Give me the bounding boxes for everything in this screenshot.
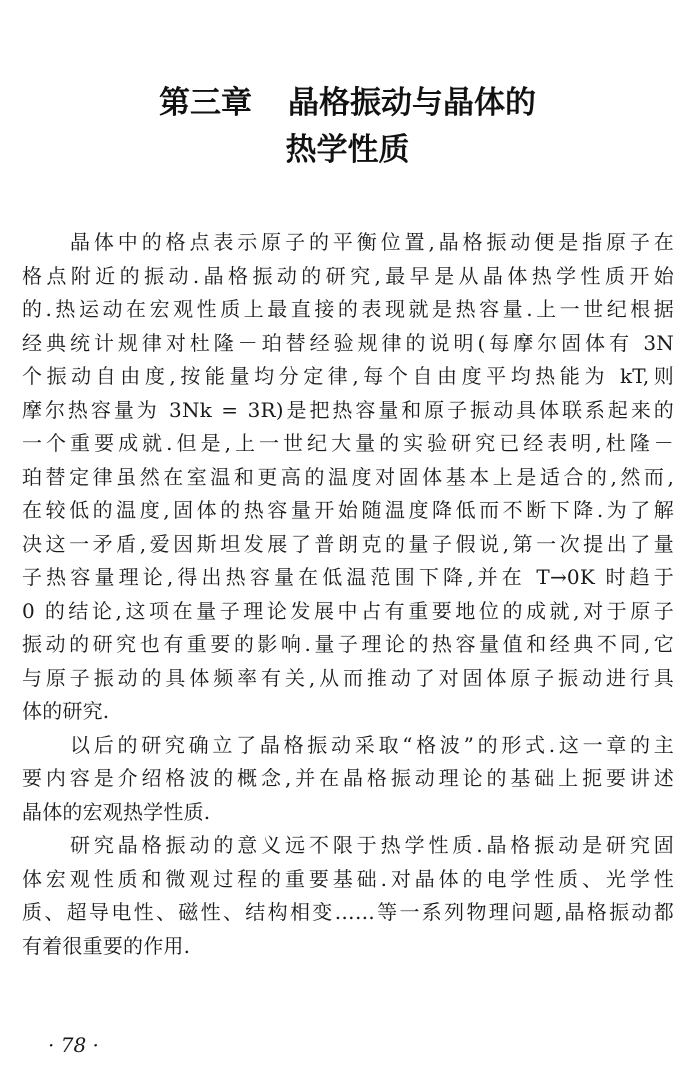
page-number: · 78 ·	[48, 1033, 99, 1057]
text-line: 晶体的宏观热学性质.	[22, 799, 211, 824]
text-line: 格点附近的振动.晶格振动的研究,最早是从晶体热学性质开始	[22, 263, 674, 288]
chapter-title-text-1: 晶格振动与晶体的	[288, 85, 536, 121]
text-line: 以后的研究确立了晶格振动采取“格波”的形式.这一章的主	[70, 732, 674, 757]
text-line: 振动的研究也有重要的影响.量子理论的热容量值和经典不同,它	[22, 632, 674, 656]
text-line: 一个重要成就.但是,上一世纪大量的实验研究已经表明,杜隆－	[22, 431, 674, 455]
text-line: 晶体中的格点表示原子的平衡位置,晶格振动便是指原子在	[70, 230, 674, 254]
text-line: 决这一矛盾,爱因斯坦发展了普朗克的量子假说,第一次提出了量	[22, 531, 674, 556]
text-line: 有着很重要的作用.	[22, 933, 191, 958]
text-line: 摩尔热容量为 3Nk = 3R)是把热容量和原子振动具体联系起来的	[22, 397, 674, 422]
text-line: 质、超导电性、磁性、结构相变……等一系列物理问题,晶格振动都	[22, 900, 674, 924]
text-line: 0 的结论,这项在量子理论发展中占有重要地位的成就,对于原子	[22, 598, 674, 623]
chapter-title-line-1	[0, 80, 695, 127]
text-line: 经典统计规律对杜隆－珀替经验规律的说明(每摩尔固体有 3N	[22, 330, 674, 355]
text-line: 体宏观性质和微观过程的重要基础.对晶体的电学性质、光学性	[22, 866, 674, 891]
chapter-title-line-2: 热学性质	[285, 132, 410, 168]
chapter-title	[0, 80, 695, 174]
body-text	[22, 226, 674, 963]
text-line: 在较低的温度,固体的热容量开始随温度降低而不断下降.为了解	[22, 498, 674, 522]
text-line: 研究晶格振动的意义远不限于热学性质.晶格振动是研究固	[70, 833, 674, 857]
text-line: 珀替定律虽然在室温和更高的温度对固体基本上是适合的,然而,	[22, 464, 674, 489]
text-line: 体的研究.	[22, 699, 110, 723]
text-line: 要内容是介绍格波的概念,并在晶格振动理论的基础上扼要讲述	[22, 766, 674, 790]
chapter-number: 第三章	[159, 85, 252, 121]
text-line: 与原子振动的具体频率有关,从而推动了对固体原子振动进行具	[22, 665, 674, 690]
text-line: 子热容量理论,得出热容量在低温范围下降,并在 T→0K 时趋于	[22, 565, 674, 589]
text-line: 个振动自由度,按能量均分定律,每个自由度平均热能为 kT,则	[22, 364, 674, 388]
text-line: 的.热运动在宏观性质上最直接的表现就是热容量.上一世纪根据	[22, 297, 674, 321]
